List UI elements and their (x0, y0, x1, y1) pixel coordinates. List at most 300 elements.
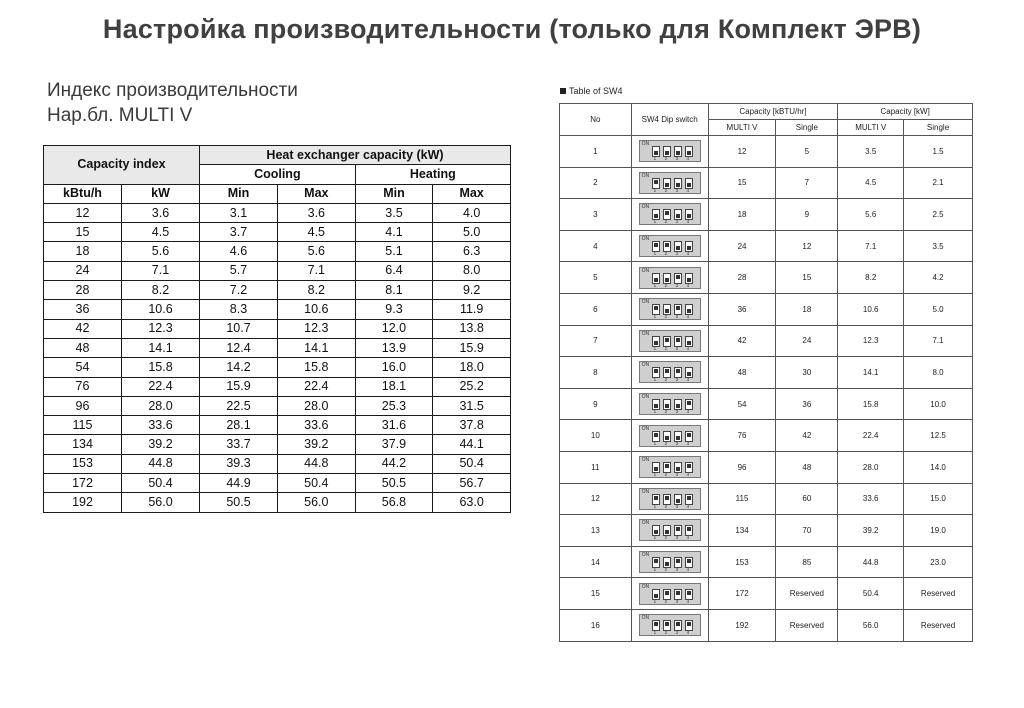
dip-switch-number: 2 (664, 314, 668, 320)
sw4-cell-btu-multi: 28 (708, 262, 776, 294)
cell-cooling-min: 44.9 (200, 474, 278, 493)
sw4-cell-dip (631, 199, 708, 231)
cell-heating-min: 9.3 (355, 300, 433, 319)
sw4-cell-dip (631, 388, 708, 420)
dip-switch-knob (665, 278, 669, 282)
cell-cooling-min: 33.7 (200, 435, 278, 454)
dip-on-label: ON (641, 236, 650, 243)
sw4-cell-kw-single: 2.5 (904, 199, 973, 231)
cell-kbtu: 96 (44, 396, 122, 415)
dip-switch-icon (639, 330, 701, 352)
dip-switch-number: 1 (653, 314, 657, 320)
dip-on-label: ON (641, 457, 650, 464)
sw4-header-cap-btu: Capacity [kBTU/hr] (708, 104, 838, 120)
dip-switch-knob (687, 591, 691, 595)
sw4-cell-btu-single: 7 (776, 167, 838, 199)
dip-switch-number: 3 (675, 598, 679, 604)
sw4-cell-no: 3 (560, 199, 632, 231)
cell-cooling-max: 56.0 (278, 493, 356, 512)
cell-heating-max: 50.4 (433, 454, 511, 473)
dip-switch-knob (676, 369, 680, 373)
dip-switch-knob (676, 499, 680, 503)
sw4-cell-kw-multi: 12.3 (838, 325, 904, 357)
cell-heating-max: 44.1 (433, 435, 511, 454)
sw4-cell-dip (631, 515, 708, 547)
sw4-table-row (560, 325, 973, 357)
sw4-table-row (560, 167, 973, 199)
sw4-cell-btu-multi: 15 (708, 167, 776, 199)
dip-switch-number: 3 (675, 377, 679, 383)
cell-heating-min: 37.9 (355, 435, 433, 454)
dip-on-label: ON (641, 204, 650, 211)
cell-kw: 7.1 (122, 261, 200, 280)
cell-kw: 50.4 (122, 474, 200, 493)
dip-switch-knob (676, 467, 680, 471)
dip-on-label: ON (641, 141, 650, 148)
dip-on-label: ON (641, 583, 650, 590)
sw4-caption-text: Table of SW4 (569, 86, 623, 96)
sw4-cell-no: 16 (560, 609, 632, 641)
sw4-table-row (560, 388, 973, 420)
sw4-cell-kw-multi: 15.8 (838, 388, 904, 420)
dip-switch-number: 3 (675, 187, 679, 193)
cell-kbtu: 153 (44, 454, 122, 473)
dip-switch-number: 1 (653, 156, 657, 162)
dip-switch-knob (665, 436, 669, 440)
dip-on-label: ON (641, 172, 650, 179)
dip-switch-knob (654, 243, 658, 247)
dip-on-label: ON (641, 394, 650, 401)
sw4-cell-kw-multi: 3.5 (838, 136, 904, 168)
dip-switch-number: 2 (664, 503, 668, 509)
cell-cooling-max: 50.4 (278, 474, 356, 493)
dip-switch-number: 2 (664, 472, 668, 478)
dip-on-label: ON (641, 267, 650, 274)
header-cooling: Cooling (200, 165, 356, 184)
cell-cooling-max: 44.8 (278, 454, 356, 473)
cell-kbtu: 36 (44, 300, 122, 319)
sw4-cell-btu-multi: 48 (708, 357, 776, 389)
dip-switch-knob (687, 341, 691, 345)
cell-kw: 4.5 (122, 223, 200, 242)
dip-switch-knob (665, 622, 669, 626)
dip-switch-number: 1 (653, 567, 657, 573)
dip-switch-knob (665, 464, 669, 468)
dip-switch-knob (687, 401, 691, 405)
dip-switch-number: 3 (675, 282, 679, 288)
dip-on-label: ON (641, 425, 650, 432)
sw4-cell-dip (631, 167, 708, 199)
dip-switch-knob (654, 341, 658, 345)
slide-title: Настройка производительности (только для Комплект ЭРВ) (102, 14, 922, 44)
dip-switch-number: 3 (675, 535, 679, 541)
cell-kbtu: 12 (44, 203, 122, 222)
sw4-header-no: No (560, 104, 632, 136)
sw4-table-row (560, 578, 973, 610)
dip-switch-number: 4 (686, 345, 690, 351)
sw4-cell-no: 15 (560, 578, 632, 610)
cell-cooling-min: 7.2 (200, 281, 278, 300)
cell-heating-max: 11.9 (433, 300, 511, 319)
cell-heating-max: 4.0 (433, 203, 511, 222)
sw4-cell-kw-multi: 8.2 (838, 262, 904, 294)
sw4-cell-btu-single: 9 (776, 199, 838, 231)
cell-kw: 14.1 (122, 338, 200, 357)
subtitle-line-1: Индекс производительности (47, 80, 298, 101)
dip-switch-knob (676, 246, 680, 250)
sw4-table-row (560, 262, 973, 294)
capacity-table-body (44, 203, 511, 512)
sw4-cell-kw-single: Reserved (904, 609, 973, 641)
sw4-cell-kw-single: 15.0 (904, 483, 973, 515)
dip-switch-knob (687, 183, 691, 187)
dip-switch-knob (676, 436, 680, 440)
sw4-cell-btu-multi: 24 (708, 230, 776, 262)
dip-switch-number: 2 (664, 567, 668, 573)
cell-cooling-min: 28.1 (200, 416, 278, 435)
sw4-cell-no: 5 (560, 262, 632, 294)
cell-cooling-max: 39.2 (278, 435, 356, 454)
dip-switch-number: 2 (664, 630, 668, 636)
dip-switch-knob (687, 246, 691, 250)
sw4-cell-no: 4 (560, 230, 632, 262)
dip-switch-knob (665, 530, 669, 534)
sw4-cell-btu-single: 48 (776, 451, 838, 483)
cell-cooling-max: 12.3 (278, 319, 356, 338)
dip-switch-number: 3 (675, 503, 679, 509)
dip-switch-number: 1 (653, 630, 657, 636)
cell-kbtu: 76 (44, 377, 122, 396)
sw4-table-row (560, 451, 973, 483)
sw4-table-row (560, 293, 973, 325)
sw4-cell-dip (631, 451, 708, 483)
dip-switch-number: 3 (675, 345, 679, 351)
sw4-cell-kw-multi: 56.0 (838, 609, 904, 641)
dip-switch-number: 3 (675, 409, 679, 415)
sw4-cell-kw-single: 10.0 (904, 388, 973, 420)
dip-switch-knob (676, 151, 680, 155)
sw4-cell-kw-multi: 33.6 (838, 483, 904, 515)
dip-switch-knob (676, 214, 680, 218)
cell-kbtu: 115 (44, 416, 122, 435)
sw4-cell-no: 9 (560, 388, 632, 420)
capacity-table-row (44, 319, 511, 338)
sw4-table-row (560, 420, 973, 452)
sw4-cell-btu-multi: 18 (708, 199, 776, 231)
cell-heating-min: 25.3 (355, 396, 433, 415)
dip-switch-knob (676, 275, 680, 279)
sw4-cell-dip (631, 325, 708, 357)
cell-heating-max: 13.8 (433, 319, 511, 338)
dip-switch-number: 1 (653, 598, 657, 604)
sw4-cell-kw-single: 19.0 (904, 515, 973, 547)
dip-on-label: ON (641, 552, 650, 559)
dip-switch-icon (639, 551, 701, 573)
sw4-header-kw-single: Single (904, 120, 973, 136)
sw4-cell-btu-single: 70 (776, 515, 838, 547)
dip-switch-number: 4 (686, 314, 690, 320)
dip-switch-number: 2 (664, 440, 668, 446)
dip-switch-number: 4 (686, 472, 690, 478)
dip-switch-icon (639, 361, 701, 383)
dip-switch-knob (687, 151, 691, 155)
dip-switch-knob (665, 243, 669, 247)
header-heating-max: Max (433, 184, 511, 203)
dip-switch-number: 2 (664, 156, 668, 162)
cell-kw: 8.2 (122, 281, 200, 300)
capacity-table-row (44, 261, 511, 280)
dip-switch-icon (639, 203, 701, 225)
dip-switch-number: 4 (686, 409, 690, 415)
cell-heating-max: 18.0 (433, 358, 511, 377)
sw4-cell-btu-single: 42 (776, 420, 838, 452)
cell-heating-min: 31.6 (355, 416, 433, 435)
cell-cooling-min: 3.1 (200, 203, 278, 222)
dip-switch-knob (665, 151, 669, 155)
sw4-cell-kw-single: 23.0 (904, 546, 973, 578)
cell-cooling-min: 4.6 (200, 242, 278, 261)
dip-switch-number: 3 (675, 314, 679, 320)
sw4-cell-btu-single: Reserved (776, 578, 838, 610)
dip-switch-number: 2 (664, 345, 668, 351)
dip-switch-number: 3 (675, 219, 679, 225)
cell-cooling-max: 28.0 (278, 396, 356, 415)
dip-switch-number: 3 (675, 156, 679, 162)
sw4-cell-btu-single: 24 (776, 325, 838, 357)
cell-cooling-min: 22.5 (200, 396, 278, 415)
sw4-cell-btu-multi: 115 (708, 483, 776, 515)
dip-switch-number: 4 (686, 187, 690, 193)
sw4-header-btu-multi: MULTI V (708, 120, 776, 136)
cell-cooling-min: 39.3 (200, 454, 278, 473)
dip-switch-number: 3 (675, 567, 679, 573)
dip-switch-icon (639, 425, 701, 447)
cell-cooling-max: 3.6 (278, 203, 356, 222)
sw4-cell-kw-single: 3.5 (904, 230, 973, 262)
dip-switch-knob (654, 467, 658, 471)
sw4-cell-btu-multi: 192 (708, 609, 776, 641)
dip-switch-number: 1 (653, 251, 657, 257)
cell-cooling-min: 5.7 (200, 261, 278, 280)
sw4-cell-dip (631, 262, 708, 294)
sw4-cell-btu-multi: 36 (708, 293, 776, 325)
cell-heating-max: 8.0 (433, 261, 511, 280)
capacity-table-row (44, 338, 511, 357)
cell-heating-max: 5.0 (433, 223, 511, 242)
header-heat-exchanger: Heat exchanger capacity (kW) (200, 146, 511, 165)
dip-switch-number: 1 (653, 503, 657, 509)
sw4-cell-dip (631, 609, 708, 641)
sw4-cell-kw-single: 2.1 (904, 167, 973, 199)
cell-kw: 12.3 (122, 319, 200, 338)
dip-on-label: ON (641, 615, 650, 622)
sw4-table (559, 103, 973, 642)
cell-cooling-max: 8.2 (278, 281, 356, 300)
cell-cooling-min: 3.7 (200, 223, 278, 242)
cell-cooling-max: 22.4 (278, 377, 356, 396)
sw4-cell-btu-multi: 76 (708, 420, 776, 452)
sw4-cell-no: 1 (560, 136, 632, 168)
cell-kbtu: 24 (44, 261, 122, 280)
dip-switch-number: 4 (686, 535, 690, 541)
cell-heating-min: 56.8 (355, 493, 433, 512)
dip-on-label: ON (641, 362, 650, 369)
cell-heating-max: 31.5 (433, 396, 511, 415)
sw4-table-row (560, 515, 973, 547)
dip-switch-number: 3 (675, 472, 679, 478)
dip-switch-knob (676, 527, 680, 531)
capacity-table-row (44, 474, 511, 493)
sw4-cell-btu-single: Reserved (776, 609, 838, 641)
dip-switch-number: 3 (675, 440, 679, 446)
cell-cooling-max: 14.1 (278, 338, 356, 357)
capacity-table-row (44, 203, 511, 222)
header-kw: kW (122, 184, 200, 203)
sw4-cell-no: 6 (560, 293, 632, 325)
dip-switch-number: 1 (653, 282, 657, 288)
cell-kw: 39.2 (122, 435, 200, 454)
sw4-header-kw-multi: MULTI V (838, 120, 904, 136)
cell-kbtu: 192 (44, 493, 122, 512)
dip-switch-knob (687, 214, 691, 218)
capacity-table-row (44, 242, 511, 261)
cell-heating-min: 44.2 (355, 454, 433, 473)
sw4-cell-btu-multi: 153 (708, 546, 776, 578)
sw4-cell-kw-multi: 28.0 (838, 451, 904, 483)
cell-kbtu: 54 (44, 358, 122, 377)
dip-switch-knob (665, 404, 669, 408)
dip-switch-knob (654, 433, 658, 437)
sw4-table-row (560, 546, 973, 578)
dip-switch-number: 1 (653, 535, 657, 541)
dip-switch-number: 2 (664, 409, 668, 415)
cell-heating-max: 15.9 (433, 338, 511, 357)
cell-heating-max: 25.2 (433, 377, 511, 396)
cell-heating-min: 5.1 (355, 242, 433, 261)
sw4-cell-dip (631, 136, 708, 168)
sw4-cell-btu-single: 85 (776, 546, 838, 578)
cell-kw: 33.6 (122, 416, 200, 435)
dip-switch-number: 2 (664, 251, 668, 257)
sw4-cell-no: 8 (560, 357, 632, 389)
sw4-cell-kw-single: 1.5 (904, 136, 973, 168)
dip-switch-number: 1 (653, 187, 657, 193)
sw4-table-row (560, 230, 973, 262)
dip-switch-knob (665, 309, 669, 313)
cell-heating-min: 16.0 (355, 358, 433, 377)
dip-switch-knob (654, 530, 658, 534)
dip-switch-number: 4 (686, 156, 690, 162)
sw4-cell-no: 14 (560, 546, 632, 578)
sw4-cell-btu-multi: 12 (708, 136, 776, 168)
dip-switch-knob (654, 594, 658, 598)
sw4-cell-dip (631, 483, 708, 515)
sw4-cell-kw-single: Reserved (904, 578, 973, 610)
dip-switch-knob (654, 369, 658, 373)
header-capacity-index: Capacity index (44, 146, 200, 185)
sw4-cell-dip (631, 293, 708, 325)
cell-heating-min: 4.1 (355, 223, 433, 242)
dip-switch-knob (687, 464, 691, 468)
sw4-cell-btu-multi: 42 (708, 325, 776, 357)
dip-switch-icon (639, 488, 701, 510)
cell-cooling-min: 8.3 (200, 300, 278, 319)
dip-switch-knob (665, 591, 669, 595)
sw4-table-row (560, 483, 973, 515)
capacity-table-row (44, 396, 511, 415)
cell-kbtu: 18 (44, 242, 122, 261)
dip-switch-knob (654, 214, 658, 218)
sw4-header-cap-kw: Capacity [kW] (838, 104, 973, 120)
sw4-cell-btu-single: 30 (776, 357, 838, 389)
sw4-table-row (560, 136, 973, 168)
dip-switch-number: 4 (686, 377, 690, 383)
sw4-cell-btu-multi: 54 (708, 388, 776, 420)
cell-kw: 22.4 (122, 377, 200, 396)
sw4-cell-kw-multi: 10.6 (838, 293, 904, 325)
subtitle-line-2: Нар.бл. MULTI V (47, 105, 193, 126)
capacity-table-row (44, 358, 511, 377)
dip-switch-number: 1 (653, 219, 657, 225)
dip-switch-number: 4 (686, 282, 690, 288)
dip-switch-knob (687, 527, 691, 531)
dip-switch-icon (639, 583, 701, 605)
caption-square-icon (560, 88, 566, 94)
header-cooling-min: Min (200, 184, 278, 203)
dip-switch-knob (676, 559, 680, 563)
dip-switch-knob (654, 278, 658, 282)
cell-cooling-max: 4.5 (278, 223, 356, 242)
dip-switch-icon (639, 140, 701, 162)
dip-on-label: ON (641, 299, 650, 306)
sw4-cell-no: 7 (560, 325, 632, 357)
dip-switch-knob (665, 338, 669, 342)
dip-switch-knob (687, 278, 691, 282)
sw4-cell-dip (631, 546, 708, 578)
cell-cooling-max: 10.6 (278, 300, 356, 319)
cell-heating-max: 63.0 (433, 493, 511, 512)
dip-switch-number: 4 (686, 503, 690, 509)
sw4-cell-dip (631, 230, 708, 262)
dip-switch-icon (639, 172, 701, 194)
cell-kw: 44.8 (122, 454, 200, 473)
cell-kw: 15.8 (122, 358, 200, 377)
dip-switch-icon (639, 235, 701, 257)
sw4-cell-no: 10 (560, 420, 632, 452)
cell-kw: 3.6 (122, 203, 200, 222)
cell-heating-max: 9.2 (433, 281, 511, 300)
dip-switch-knob (676, 338, 680, 342)
dip-switch-number: 2 (664, 598, 668, 604)
dip-switch-number: 1 (653, 345, 657, 351)
capacity-table-row (44, 454, 511, 473)
capacity-index-table (43, 145, 511, 513)
cell-heating-max: 37.8 (433, 416, 511, 435)
cell-kbtu: 28 (44, 281, 122, 300)
dip-switch-knob (654, 306, 658, 310)
dip-switch-knob (676, 591, 680, 595)
dip-switch-number: 1 (653, 472, 657, 478)
dip-switch-number: 3 (675, 630, 679, 636)
cell-kw: 10.6 (122, 300, 200, 319)
cell-cooling-min: 50.5 (200, 493, 278, 512)
subtitle (47, 78, 298, 128)
dip-switch-knob (687, 496, 691, 500)
sw4-cell-no: 2 (560, 167, 632, 199)
capacity-table-row (44, 435, 511, 454)
capacity-table-row (44, 300, 511, 319)
dip-switch-number: 1 (653, 377, 657, 383)
